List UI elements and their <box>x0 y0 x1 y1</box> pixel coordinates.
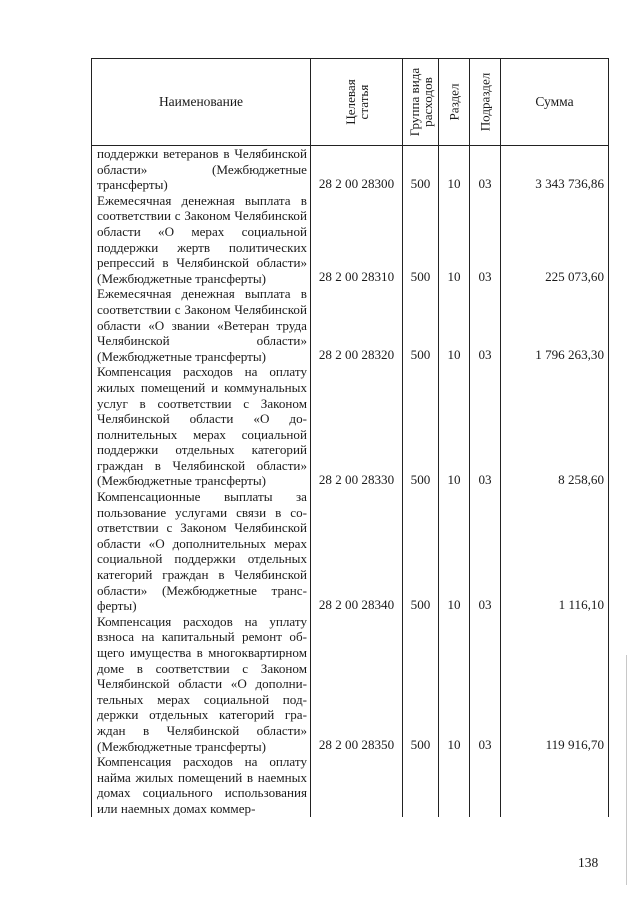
row-expense-group: 500 <box>403 489 439 614</box>
row-name: Ежемесячная денежная выплата в соответствии с Законом Челябинской области «О звании «Ветеран труда Челябинской области» (Межбюджетные трансферты) <box>92 286 311 364</box>
row-subsection: 03 <box>470 364 501 489</box>
header-subsection-label: Подраздел <box>477 72 493 132</box>
row-section: 10 <box>439 193 470 287</box>
row-expense-group <box>403 754 439 816</box>
header-expense-group-label: Группа вида расходов <box>406 67 435 137</box>
row-sum: 1 796 263,30 <box>501 286 609 364</box>
header-section <box>439 59 470 146</box>
header-sum: Сумма <box>501 59 609 146</box>
header-target-article-label: Целевая статья <box>342 79 371 125</box>
table-row <box>92 364 609 489</box>
row-name: Ежемесячная денежная выплата в соответствии с Законом Челябинской области «О мерах социальной поддержки жертв политических репрессий в Челябинской области» (Межбюджетные трансферты) <box>92 193 311 287</box>
header-subsection <box>470 59 501 146</box>
row-sum: 3 343 736,86 <box>501 146 609 193</box>
row-expense-group: 500 <box>403 286 439 364</box>
table-row <box>92 146 609 193</box>
row-target-article: 28 2 00 28340 <box>311 489 403 614</box>
row-expense-group: 500 <box>403 146 439 193</box>
row-subsection: 03 <box>470 489 501 614</box>
row-subsection: 03 <box>470 193 501 287</box>
row-subsection: 03 <box>470 614 501 754</box>
row-name: Компенсационные выплаты за пользование услугами связи в соответствии с Законом Челябинской области «О дополнительных мерах социальной поддержки отдельных категорий граждан в Челябинской области» (Межбюджетные трансферты) <box>92 489 311 614</box>
row-name: поддержки ветеранов в Челябинской области» (Межбюджетные трансферты) <box>92 146 311 193</box>
row-subsection <box>470 754 501 816</box>
row-section: 10 <box>439 286 470 364</box>
table-row <box>92 754 609 816</box>
table-row <box>92 286 609 364</box>
table-row <box>92 614 609 754</box>
scan-edge-line <box>626 655 627 885</box>
table-row <box>92 193 609 287</box>
header-section-label: Раздел <box>446 83 462 121</box>
page-number: 138 <box>578 855 599 870</box>
row-target-article: 28 2 00 28300 <box>311 146 403 193</box>
row-section: 10 <box>439 489 470 614</box>
row-expense-group: 500 <box>403 614 439 754</box>
row-expense-group: 500 <box>403 193 439 287</box>
row-target-article: 28 2 00 28330 <box>311 364 403 489</box>
row-subsection: 03 <box>470 286 501 364</box>
row-target-article: 28 2 00 28320 <box>311 286 403 364</box>
row-section: 10 <box>439 146 470 193</box>
row-name: Компенсация расходов на оплату жилых помещений и коммунальных услуг в соответствии с Законом Челябинской области «О дополнительных мерах социальной поддержки отдельных категорий граждан в Челябинской области» (Межбюджетные трансферты) <box>92 364 311 489</box>
row-sum: 119 916,70 <box>501 614 609 754</box>
row-section <box>439 754 470 816</box>
header-expense-group <box>403 59 439 146</box>
row-name: Компенсация расходов на уплату взноса на капитальный ремонт общего имущества в многоквартирном доме в соответствии с Законом Челябинской области «О дополнительных мерах социальной поддержки отдельных категорий граждан в Челябинской области» (Межбюджетные трансферты) <box>92 614 311 754</box>
row-section: 10 <box>439 614 470 754</box>
row-subsection: 03 <box>470 146 501 193</box>
table-row <box>92 489 609 614</box>
row-target-article: 28 2 00 28310 <box>311 193 403 287</box>
row-expense-group: 500 <box>403 364 439 489</box>
row-sum: 8 258,60 <box>501 364 609 489</box>
header-name: Наименование <box>92 59 311 146</box>
budget-table <box>91 58 609 817</box>
row-sum: 225 073,60 <box>501 193 609 287</box>
row-target-article: 28 2 00 28350 <box>311 614 403 754</box>
row-name: Компенсация расходов на оплату найма жилых помещений в наемных домах социального использования или наемных домах коммер- <box>92 754 311 816</box>
header-target-article <box>311 59 403 146</box>
row-sum: 1 116,10 <box>501 489 609 614</box>
row-section: 10 <box>439 364 470 489</box>
table-header <box>92 59 609 146</box>
row-target-article <box>311 754 403 816</box>
row-sum <box>501 754 609 816</box>
